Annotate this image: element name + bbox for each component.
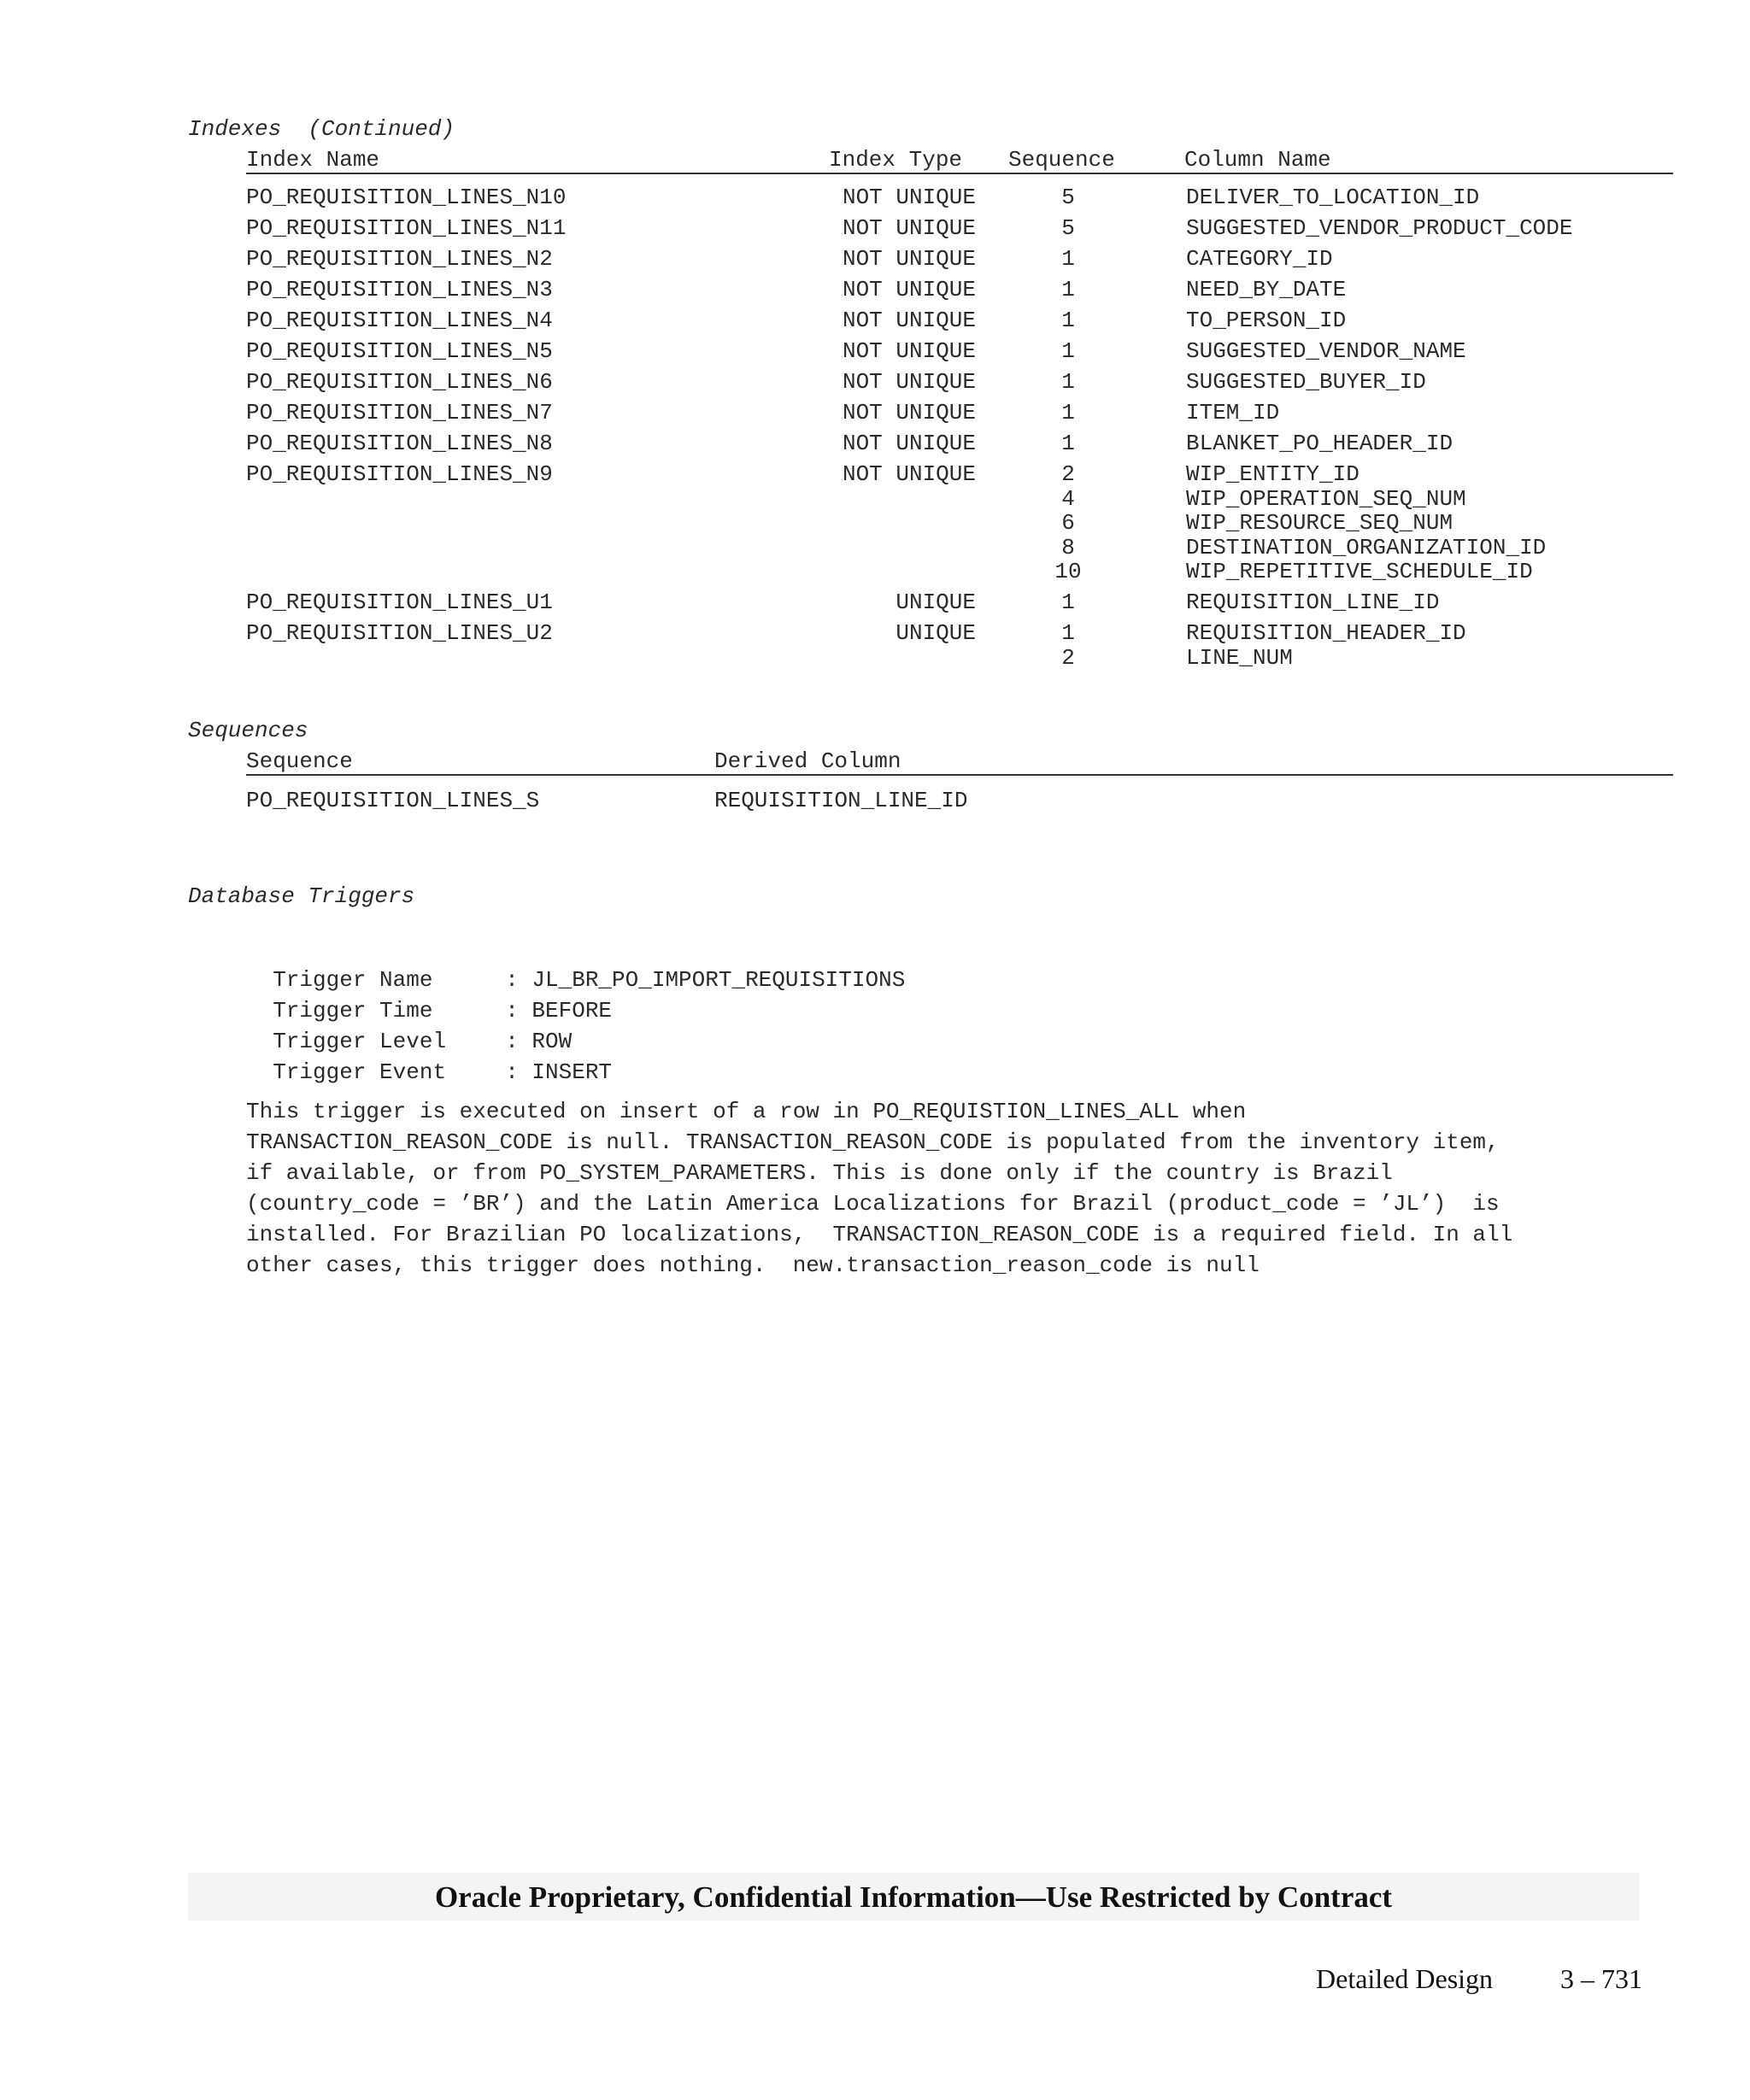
description-line: (country_code = ’BR’) and the Latin America Localizations for Brazil (product_code = ’JL’) is: [246, 1191, 1500, 1217]
index-sequence-cell: [1025, 622, 1111, 671]
sequences-header-rule: [246, 774, 1673, 776]
sequence-value: 1: [1061, 590, 1075, 615]
index-sequence-cell: [1025, 279, 1111, 303]
index-name-cell: PO_REQUISITION_LINES_N3: [246, 277, 553, 302]
index-name-cell: PO_REQUISITION_LINES_N11: [246, 215, 567, 241]
description-line: if available, or from PO_SYSTEM_PARAMETERS. This is done only if the country is Brazil: [246, 1160, 1393, 1186]
column-name-value: REQUISITION_HEADER_ID: [1186, 620, 1466, 646]
column-name-value: SUGGESTED_VENDOR_NAME: [1186, 338, 1466, 364]
index-type-cell: UNIQUE: [896, 620, 976, 646]
index-name-cell: PO_REQUISITION_LINES_N6: [246, 369, 553, 395]
sequence-value: 6: [1061, 510, 1075, 536]
index-type-cell: NOT UNIQUE: [842, 277, 976, 302]
index-name-cell: PO_REQUISITION_LINES_U1: [246, 590, 553, 615]
index-column-cell: [1186, 622, 1466, 671]
index-sequence-cell: [1025, 402, 1111, 426]
sequence-name: PO_REQUISITION_LINES_S: [246, 788, 540, 813]
index-column-cell: [1186, 217, 1572, 242]
confidential-notice: Oracle Proprietary, Confidential Information––Use Restricted by Contract: [434, 1880, 1393, 1914]
index-row: [0, 591, 1750, 622]
index-sequence-cell: [1025, 463, 1111, 585]
column-name-value: WIP_REPETITIVE_SCHEDULE_ID: [1186, 559, 1533, 584]
index-name-cell: PO_REQUISITION_LINES_U2: [246, 620, 553, 646]
column-name-value: SUGGESTED_VENDOR_PRODUCT_CODE: [1186, 215, 1573, 241]
column-name-value: CATEGORY_ID: [1186, 246, 1333, 272]
header-derived-column: Derived Column: [714, 748, 901, 774]
page-number: 3 – 731: [1560, 1963, 1642, 1994]
description-line: installed. For Brazilian PO localizations, TRANSACTION_REASON_CODE is a required field. In all: [246, 1222, 1513, 1247]
index-column-cell: [1186, 309, 1346, 334]
sequence-value: 1: [1061, 277, 1075, 302]
header-index-name: Index Name: [246, 147, 380, 173]
index-column-cell: [1186, 432, 1453, 457]
sequence-value: 2: [1061, 644, 1075, 671]
trigger-description: [246, 1100, 1647, 1285]
index-sequence-cell: [1025, 309, 1111, 334]
header-column-name: Column Name: [1184, 147, 1331, 173]
index-type-cell: NOT UNIQUE: [842, 215, 976, 241]
index-row: [0, 371, 1750, 402]
index-row: [0, 279, 1750, 309]
column-name-value: WIP_ENTITY_ID: [1186, 461, 1359, 487]
sequence-derived-column: REQUISITION_LINE_ID: [714, 788, 968, 813]
trigger-field-label: Trigger Time: [273, 998, 433, 1024]
sequence-value: 1: [1061, 400, 1075, 425]
trigger-field-label: Trigger Name: [273, 967, 433, 993]
index-sequence-cell: [1025, 186, 1111, 211]
index-sequence-cell: [1025, 432, 1111, 457]
index-row: [0, 432, 1750, 463]
index-name-cell: PO_REQUISITION_LINES_N4: [246, 308, 553, 333]
index-row: [0, 340, 1750, 371]
index-name-cell: PO_REQUISITION_LINES_N8: [246, 431, 553, 456]
column-name-value: LINE_NUM: [1186, 644, 1293, 671]
index-name-cell: PO_REQUISITION_LINES_N9: [246, 461, 553, 487]
column-name-value: DESTINATION_ORGANIZATION_ID: [1186, 534, 1547, 560]
index-row: [0, 620, 1750, 671]
sequence-value: 8: [1061, 534, 1075, 560]
index-sequence-cell: [1025, 248, 1111, 273]
index-sequence-cell: [1025, 371, 1111, 396]
triggers-heading: Database Triggers: [188, 883, 415, 909]
trigger-field-value: : ROW: [505, 1029, 573, 1054]
sequence-value: 1: [1061, 431, 1075, 456]
index-name-cell: PO_REQUISITION_LINES_N5: [246, 338, 553, 364]
trigger-field-label: Trigger Level: [273, 1029, 447, 1054]
indexes-header-rule: [246, 173, 1673, 174]
column-name-value: BLANKET_PO_HEADER_ID: [1186, 431, 1453, 456]
trigger-field-value: : JL_BR_PO_IMPORT_REQUISITIONS: [505, 967, 906, 993]
header-sequence-name: Sequence: [246, 748, 353, 774]
index-row: [0, 402, 1750, 432]
index-type-cell: NOT UNIQUE: [842, 461, 976, 487]
sequence-value: 4: [1061, 485, 1075, 512]
index-column-cell: [1186, 591, 1439, 616]
index-row: [0, 217, 1750, 248]
index-type-cell: NOT UNIQUE: [842, 308, 976, 333]
description-line: This trigger is executed on insert of a row in PO_REQUISTION_LINES_ALL when: [246, 1099, 1247, 1124]
index-row: [0, 248, 1750, 279]
trigger-field-label: Trigger Event: [273, 1059, 447, 1085]
sequence-value: 1: [1061, 620, 1075, 646]
column-name-value: TO_PERSON_ID: [1186, 308, 1347, 333]
sequence-value: 1: [1061, 369, 1075, 395]
column-name-value: SUGGESTED_BUYER_ID: [1186, 369, 1426, 395]
index-name-cell: PO_REQUISITION_LINES_N10: [246, 185, 567, 210]
index-sequence-cell: [1025, 591, 1111, 616]
index-column-cell: [1186, 248, 1333, 273]
description-line: other cases, this trigger does nothing. new.transaction_reason_code is null: [246, 1252, 1260, 1278]
index-column-cell: [1186, 402, 1279, 426]
trigger-event-row: [246, 1039, 612, 1083]
index-column-cell: [1186, 340, 1466, 365]
sequence-value: 5: [1061, 185, 1075, 210]
column-name-value: DELIVER_TO_LOCATION_ID: [1186, 185, 1480, 210]
column-name-value: WIP_RESOURCE_SEQ_NUM: [1186, 510, 1453, 536]
indexes-heading: Indexes (Continued): [188, 116, 455, 142]
header-sequence: Sequence: [1008, 147, 1115, 173]
index-row: [0, 186, 1750, 217]
sequence-value: 1: [1061, 338, 1075, 364]
description-line: TRANSACTION_REASON_CODE is null. TRANSACTION_REASON_CODE is populated from the inventory item,: [246, 1129, 1500, 1155]
index-type-cell: NOT UNIQUE: [842, 338, 976, 364]
index-row: [0, 461, 1750, 584]
column-name-value: NEED_BY_DATE: [1186, 277, 1347, 302]
index-sequence-cell: [1025, 217, 1111, 242]
index-column-cell: [1186, 371, 1426, 396]
sequences-heading: Sequences: [188, 718, 308, 743]
index-sequence-cell: [1025, 340, 1111, 365]
header-index-type: Index Type: [829, 147, 963, 173]
column-name-value: WIP_OPERATION_SEQ_NUM: [1186, 485, 1466, 512]
trigger-field-value: : BEFORE: [505, 998, 613, 1024]
index-name-cell: PO_REQUISITION_LINES_N7: [246, 400, 553, 425]
index-type-cell: UNIQUE: [896, 590, 976, 615]
sequence-value: 1: [1061, 246, 1075, 272]
section-label: Detailed Design: [1316, 1963, 1494, 1994]
column-name-value: ITEM_ID: [1186, 400, 1280, 425]
index-type-cell: NOT UNIQUE: [842, 400, 976, 425]
sequence-value: 10: [1054, 559, 1082, 584]
trigger-field-value: : INSERT: [505, 1059, 613, 1085]
index-type-cell: NOT UNIQUE: [842, 369, 976, 395]
column-name-value: REQUISITION_LINE_ID: [1186, 590, 1440, 615]
index-type-cell: NOT UNIQUE: [842, 185, 976, 210]
index-column-cell: [1186, 463, 1546, 585]
index-type-cell: NOT UNIQUE: [842, 431, 976, 456]
sequence-value: 2: [1061, 461, 1075, 487]
sequence-value: 5: [1061, 215, 1075, 241]
index-type-cell: NOT UNIQUE: [842, 246, 976, 272]
index-row: [0, 309, 1750, 340]
sequence-value: 1: [1061, 308, 1075, 333]
index-name-cell: PO_REQUISITION_LINES_N2: [246, 246, 553, 272]
index-column-cell: [1186, 279, 1346, 303]
index-column-cell: [1186, 186, 1479, 211]
